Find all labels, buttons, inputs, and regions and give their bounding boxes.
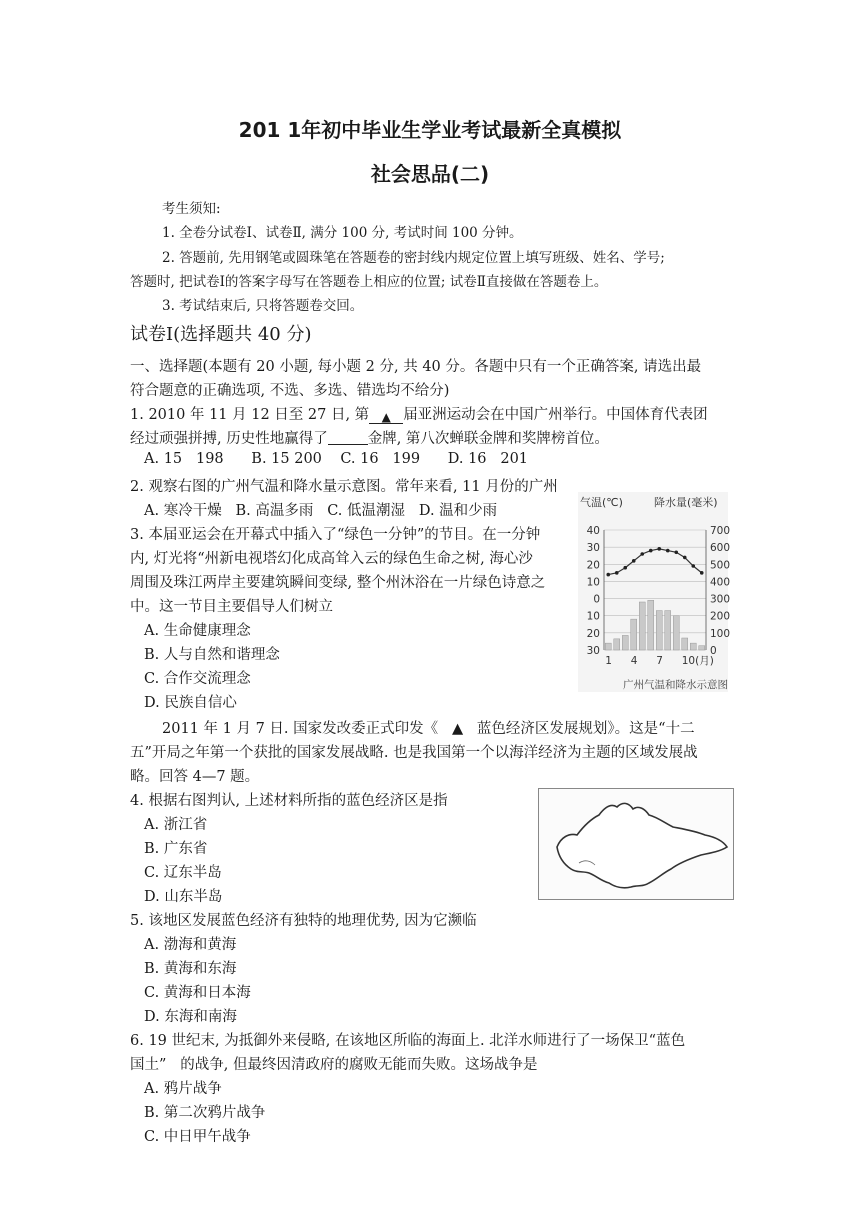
- question-4-option-d: D. 山东半岛: [144, 889, 223, 905]
- question-6-line-2: 国土” 的战争, 但最终因清政府的腐败无能而失败。这场战争是: [130, 1057, 538, 1073]
- question-6-option-a: A. 鸦片战争: [144, 1081, 222, 1097]
- question-6-line-1: 6. 19 世纪末, 为抵御外来侵略, 在该地区所临的海面上. 北洋水师进行了一场保卫“蓝色: [130, 1033, 686, 1049]
- question-2-stem: 2. 观察右图的广州气温和降水量示意图。常年来看, 11 月份的广州: [130, 479, 558, 495]
- chart-temperature-point: [666, 549, 670, 553]
- chart-title: 广州气温和降水示意图: [623, 679, 728, 691]
- chart-precipitation-bar: [639, 602, 645, 650]
- paragraph-line-3: 略。回答 4—7 题。: [130, 769, 260, 785]
- chart-y-right-tick: 200: [710, 610, 731, 623]
- chart-temperature-line: [608, 549, 702, 575]
- question-3-option-b: B. 人与自然和谐理念: [144, 647, 280, 663]
- chart-y-left-tick: 30: [586, 542, 600, 555]
- chart-y-left-tick: 40: [586, 525, 600, 537]
- chart-temperature-point: [700, 571, 704, 575]
- chart-temperature-point: [683, 556, 687, 560]
- chart-y-left-tick: 10: [586, 576, 600, 589]
- answer-blank: [328, 430, 368, 445]
- chart-y-right-tick: 300: [710, 593, 731, 606]
- question-6-option-c: C. 中日甲午战争: [144, 1129, 251, 1145]
- chart-temperature-point: [615, 571, 619, 575]
- chart-y-left-label: 气温(℃): [580, 496, 623, 509]
- question-5-option-c: C. 黄海和日本海: [144, 985, 251, 1001]
- question-1-text-a: 1. 2010 年 11 月 12 日至 27 日, 第: [130, 407, 370, 423]
- chart-temperature-point: [691, 564, 695, 568]
- chart-precipitation-bar: [699, 646, 705, 650]
- question-3-line-2: 内, 灯光将“州新电视塔幻化成高耸入云的绿色生命之树, 海心沙: [130, 551, 533, 567]
- chart-precipitation-bar: [605, 643, 611, 650]
- chart-x-tick: 10(月): [681, 655, 714, 667]
- chart-y-left-tick: 20: [586, 627, 600, 640]
- question-3-option-c: C. 合作交流理念: [144, 671, 251, 687]
- chart-temperature-point: [623, 566, 627, 570]
- question-3-line-1: 3. 本届亚运会在开幕式中插入了“绿色一分钟”的节目。在一分钟: [130, 527, 541, 543]
- paragraph-line-2: 五”开局之年第一个获批的国家发展战略. 也是我国第一个以海洋经济为主题的区域发展战: [130, 745, 698, 761]
- chart-y-right-tick: 600: [710, 542, 731, 555]
- climate-chart-svg: [578, 492, 731, 692]
- section-heading: 试卷Ⅰ(选择题共 40 分): [130, 324, 312, 345]
- question-4-option-b: B. 广东省: [144, 841, 208, 857]
- chart-y-left-tick: 0: [593, 593, 600, 606]
- question-3-option-d: D. 民族自信心: [144, 695, 237, 711]
- question-5-option-b: B. 黄海和东海: [144, 961, 237, 977]
- question-1-options: A. 15 198 B. 15 200 C. 16 199 D. 16 201: [144, 451, 529, 467]
- question-1-line-2: [130, 427, 609, 448]
- question-5-option-a: A. 渤海和黄海: [144, 937, 237, 953]
- chart-y-left-tick: 20: [586, 559, 600, 572]
- climate-chart: [578, 492, 731, 692]
- notice-item-1: 1. 全卷分试卷Ⅰ、试卷Ⅱ, 满分 100 分, 考试时间 100 分钟。: [162, 225, 523, 241]
- section-intro-line-1: 一、选择题(本题有 20 小题, 每小题 2 分, 共 40 分。各题中只有一个正确答案, 请选出最: [130, 359, 702, 375]
- chart-y-right-label: 降水量(毫米): [654, 496, 718, 509]
- question-1-line-1: [130, 403, 708, 424]
- chart-precipitation-bar: [648, 600, 654, 650]
- answer-blank: [369, 409, 403, 424]
- map-outline-svg: [539, 789, 733, 899]
- notice-item-3: 3. 考试结束后, 只将答题卷交回。: [162, 298, 364, 314]
- section-intro-line-2: 符合题意的正确选项, 不选、多选、错选均不给分): [130, 383, 450, 399]
- chart-x-tick: 4: [630, 655, 638, 667]
- chart-y-right-tick: 400: [710, 576, 731, 589]
- chart-x-tick: 1: [605, 655, 612, 667]
- chart-y-right-tick: 100: [710, 627, 731, 640]
- exam-title: 201 1年初中毕业生学业考试最新全真模拟: [238, 118, 622, 142]
- question-2-options: A. 寒冷干燥 B. 高温多雨 C. 低温潮湿 D. 温和少雨: [144, 503, 498, 519]
- question-6-option-b: B. 第二次鸦片战争: [144, 1105, 266, 1121]
- chart-precipitation-bar: [631, 619, 637, 650]
- chart-precipitation-bar: [690, 643, 696, 650]
- chart-x-tick: 7: [656, 655, 663, 667]
- chart-temperature-point: [649, 549, 653, 553]
- chart-precipitation-bar: [673, 616, 679, 650]
- chart-temperature-point: [674, 550, 678, 554]
- chart-precipitation-bar: [682, 638, 688, 650]
- exam-subtitle: 社会思品(二): [370, 162, 490, 186]
- triangle-marker: ▲: [381, 410, 391, 424]
- chart-temperature-point: [606, 573, 610, 577]
- question-3-line-4: 中。这一节目主要倡导人们树立: [130, 599, 333, 615]
- notice-item-2-line-2: 答题时, 把试卷Ⅰ的答案字母写在答题卷上相应的位置; 试卷Ⅱ直接做在答题卷上。: [130, 274, 608, 290]
- chart-temperature-point: [640, 552, 644, 556]
- question-1-text-b: 届亚洲运动会在中国广州举行。中国体育代表团: [403, 407, 708, 423]
- question-5-option-d: D. 东海和南海: [144, 1009, 237, 1025]
- notice-heading: 考生须知:: [162, 201, 221, 217]
- chart-y-right-tick: 500: [710, 559, 731, 572]
- question-4-option-c: C. 辽东半岛: [144, 865, 222, 881]
- peninsula-outline: [557, 803, 727, 887]
- question-3-line-3: 周围及珠江两岸主要建筑瞬间变绿, 整个州沐浴在一片绿色诗意之: [130, 575, 546, 591]
- question-3-option-a: A. 生命健康理念: [144, 623, 251, 639]
- question-1-text-d: 金牌, 第八次蝉联金牌和奖牌榜首位。: [367, 431, 609, 447]
- chart-precipitation-bar: [665, 611, 671, 650]
- chart-precipitation-bar: [622, 635, 628, 650]
- question-4-option-a: A. 浙江省: [144, 817, 208, 833]
- question-5-stem: 5. 该地区发展蓝色经济有独特的地理优势, 因为它濒临: [130, 913, 477, 929]
- notice-item-2-line-1: 2. 答题前, 先用钢笔或圆珠笔在答题卷的密封线内规定位置上填写班级、姓名、学号;: [162, 250, 665, 266]
- paragraph-line-1: 2011 年 1 月 7 日. 国家发改委正式印发《 ▲ 蓝色经济区发展规划》。这是“十二: [162, 721, 695, 737]
- chart-y-right-tick: 0: [710, 645, 717, 657]
- chart-temperature-point: [657, 547, 661, 551]
- chart-y-left-tick: 30: [586, 645, 600, 657]
- chart-y-left-tick: 10: [586, 610, 600, 623]
- question-1-text-c: 经过顽强拼搏, 历史性地赢得了: [130, 431, 328, 447]
- chart-precipitation-bar: [656, 611, 662, 650]
- chart-precipitation-bar: [614, 639, 620, 650]
- question-4-stem: 4. 根据右图判认, 上述材料所指的蓝色经济区是指: [130, 793, 448, 809]
- shandong-map: [538, 788, 734, 900]
- chart-temperature-point: [632, 559, 636, 563]
- chart-y-right-tick: 700: [710, 525, 731, 537]
